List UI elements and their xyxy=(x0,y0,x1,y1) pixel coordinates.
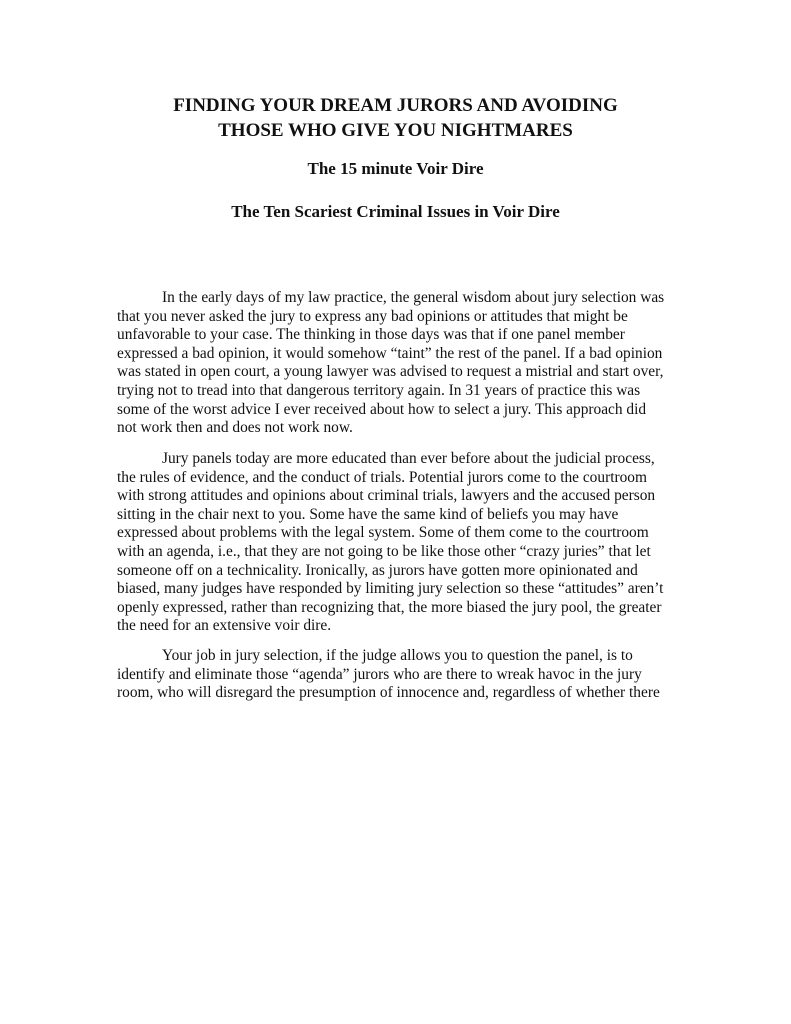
text-line: openly expressed, rather than recognizing that, the more biased the jury pool, the greater xyxy=(117,598,662,616)
title-line-2: THOSE WHO GIVE YOU NIGHTMARES xyxy=(218,120,573,141)
text-line: that you never asked the jury to express any bad opinions or attitudes that might be xyxy=(117,307,628,325)
paragraph-3 xyxy=(117,647,677,703)
paragraph-2 xyxy=(117,450,677,636)
text-line: unfavorable to your case. The thinking in those days was that if one panel member xyxy=(117,326,625,344)
text-line: Jury panels today are more educated than ever before about the judicial process, xyxy=(162,450,655,467)
text-line: sitting in the chair next to you. Some have the same kind of beliefs you may have xyxy=(117,505,619,523)
subtitle-voir-dire: The 15 minute Voir Dire xyxy=(307,159,484,178)
text-line: with an agenda, i.e., that they are not going to be like those other “crazy juries” that let xyxy=(117,542,651,560)
text-line: some of the worst advice I ever received about how to select a jury. This approach did xyxy=(117,400,647,418)
paragraph-1 xyxy=(117,289,677,438)
text-line: identify and eliminate those “agenda” jurors who are there to wreak havoc in the jury xyxy=(117,665,642,683)
text-line: was stated in open court, a young lawyer was advised to request a mistrial and start over, xyxy=(117,363,664,381)
text-line: expressed a bad opinion, it would somehow “taint” the rest of the panel. If a bad opinion xyxy=(117,344,663,362)
text-line: Your job in jury selection, if the judge allows you to question the panel, is to xyxy=(162,647,633,664)
text-line: trying not to tread into that dangerous territory again. In 31 years of practice this was xyxy=(117,381,641,399)
subtitle-scariest-issues: The Ten Scariest Criminal Issues in Voir Dire xyxy=(231,202,560,221)
document-title xyxy=(80,93,711,143)
text-line: not work then and does not work now. xyxy=(117,419,353,437)
text-line: with strong attitudes and opinions about criminal trials, lawyers and the accused person xyxy=(117,487,656,505)
text-line: the need for an extensive voir dire. xyxy=(117,617,332,635)
text-line: biased, many judges have responded by limiting jury selection so these “attitudes” aren’t xyxy=(117,580,664,598)
text-line: the rules of evidence, and the conduct of trials. Potential jurors come to the courtroom xyxy=(117,468,647,486)
text-line: In the early days of my law practice, the general wisdom about jury selection was xyxy=(162,289,665,306)
text-line: someone off on a technicality. Ironically, as jurors have gotten more opinionated and xyxy=(117,561,638,579)
title-line-1: FINDING YOUR DREAM JURORS AND AVOIDING xyxy=(173,95,618,116)
text-line: room, who will disregard the presumption of innocence and, regardless of whether there xyxy=(117,684,660,702)
text-line: expressed about problems with the legal system. Some of them come to the courtroom xyxy=(117,524,649,542)
